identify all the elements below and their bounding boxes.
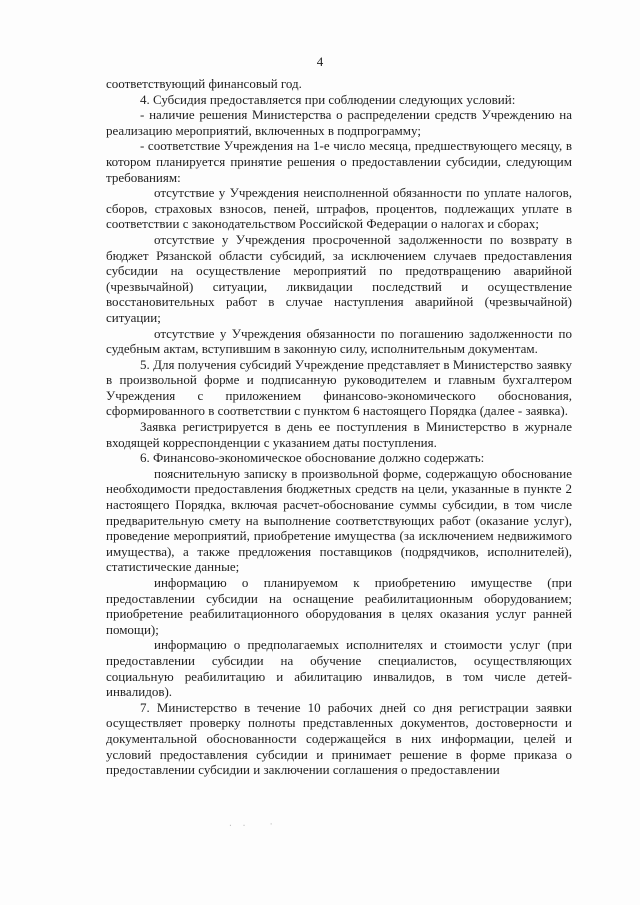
page-number: 4: [316, 54, 324, 69]
paragraph: Заявка регистрируется в день ее поступления в Министерство в журнале входящей корреспонденции с указанием даты поступления.: [106, 419, 572, 450]
paragraph: 4. Субсидия предоставляется при соблюдении следующих условий:: [140, 91, 516, 107]
paragraph: 6. Финансово-экономическое обоснование должно содержать:: [140, 450, 485, 466]
paragraph: отсутствие у Учреждения просроченной задолженности по возврату в бюджет Рязанской области субсидий, за исключением случаев предоставления субсидии на осуществление мероприятий по предотвращению аварийной (чрезвычайной) ситуации, ликвидации последствий и осуществление восстановительных работ в случае наступления аварийной (чрезвычайной) ситуации;: [106, 231, 572, 325]
paragraph: информацию о предполагаемых исполнителях и стоимости услуг (при предоставлении субсидии на обучение специалистов, осуществляющих социальную реабилитацию и абилитацию инвалидов, в том числе детей-инвалидов).: [106, 637, 572, 700]
paragraph: соответствующий финансовый год.: [106, 76, 302, 91]
paragraph: - соответствие Учреждения на 1-е число месяца, предшествующего месяцу, в котором планируется принятие решения о предоставлении субсидии, следующим требованиям:: [106, 138, 572, 185]
paragraph: 5. Для получения субсидий Учреждение представляет в Министерство заявку в произвольной форме и подписанную руководителем и главным бухгалтером Учреждения с приложением финансово-экономического обоснования, сформированного в соответствии с пунктом 6 настоящего Порядка (далее - заявка).: [106, 356, 572, 419]
paragraph: информацию о планируемом к приобретению имуществе (при предоставлении субсидии на оснащение реабилитационным оборудованием; приобретение реабилитационного оборудования в целях оказания услуг ранней помощи);: [106, 575, 572, 637]
paragraph: - наличие решения Министерства о распределении средств Учреждению на реализацию мероприятий, включенных в подпрограмму;: [106, 107, 572, 138]
document-body: [106, 76, 572, 778]
scan-artifact: . . ·: [228, 820, 276, 829]
paragraph: 7. Министерство в течение 10 рабочих дней со дня регистрации заявки осуществляет проверку полноты представленных документов, достоверности и документальной обоснованности содержащейся в них информации, целей и условий предоставления субсидии и принимает решение в форме приказа о предоставлении субсидии и заключении соглашения о предоставлении: [106, 699, 572, 778]
paragraph: отсутствие у Учреждения неисполненной обязанности по уплате налогов, сборов, страховых взносов, пеней, штрафов, процентов, подлежащих уплате в соответствии с законодательством Российской Федерации о налогах и сборах;: [106, 185, 572, 232]
paragraph: отсутствие у Учреждения обязанности по погашению задолженности по судебным актам, вступившим в законную силу, исполнительным документам.: [106, 325, 572, 357]
paragraph: пояснительную записку в произвольной форме, содержащую обоснование необходимости предоставления бюджетных средств на цели, указанные в пункте 2 настоящего Порядка, включая расчет-обоснование суммы субсидии, в том числе предварительную смету на выполнение соответствующих работ (оказание услуг), проведение мероприятий, приобретение имущества (за исключением недвижимого имущества), а также предложения поставщиков (подрядчиков, исполнителей), статистические данные;: [106, 465, 572, 575]
